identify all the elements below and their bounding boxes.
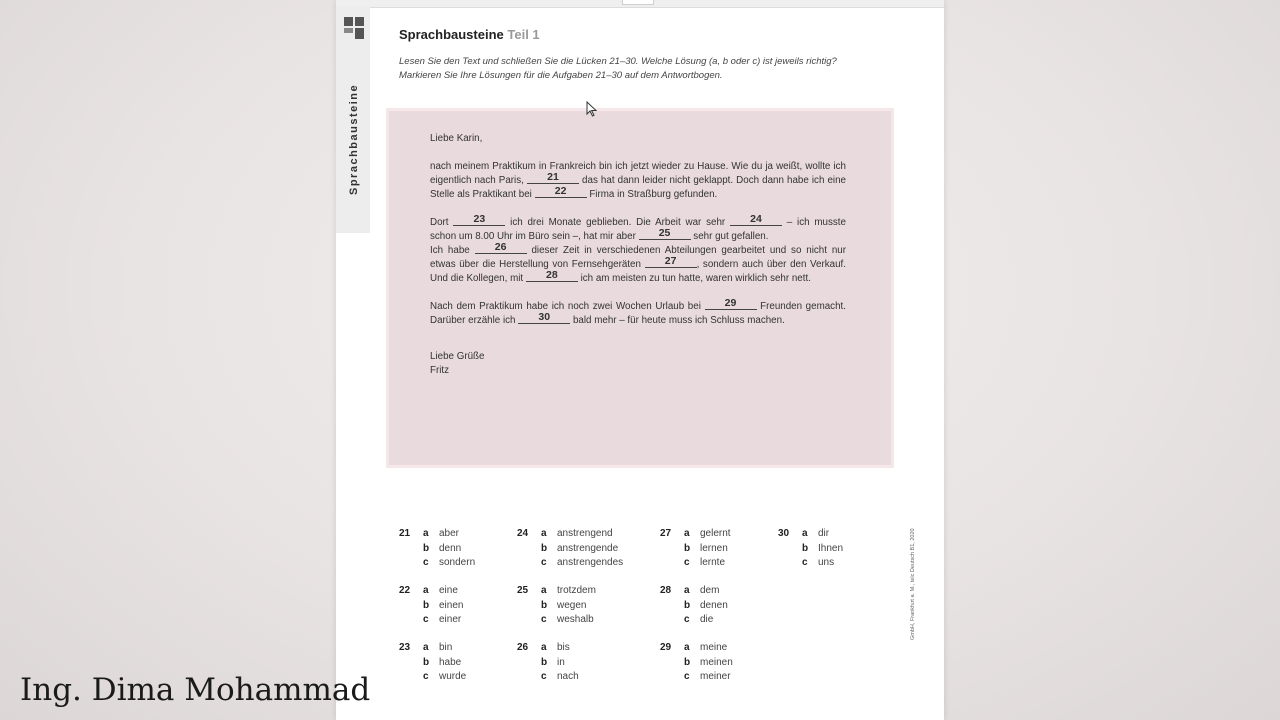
text-segment: Dort [430, 217, 449, 228]
answer-option[interactable] [778, 557, 908, 572]
document-page [336, 0, 944, 720]
answer-option[interactable] [399, 585, 529, 600]
question-number: 26 [517, 642, 529, 653]
option-text: wegen [557, 599, 587, 611]
option-letter: b [684, 656, 691, 668]
side-label: Sprachbausteine [348, 83, 360, 195]
answer-option[interactable] [399, 600, 529, 615]
option-text: einen [439, 599, 464, 611]
answer-option[interactable] [660, 642, 790, 657]
answer-option[interactable] [660, 585, 790, 600]
answer-option[interactable] [778, 528, 908, 543]
answer-option[interactable] [517, 600, 647, 615]
answer-option[interactable] [660, 557, 790, 572]
text-segment: ich drei Monate geblieben. Die Arbeit war sehr [510, 217, 726, 228]
answer-option[interactable] [399, 543, 529, 558]
option-letter: c [423, 614, 429, 625]
question-number: 30 [778, 528, 790, 539]
letter-paragraph-2 [430, 213, 846, 286]
instructions [399, 55, 889, 83]
option-letter: b [423, 656, 430, 668]
option-text: denen [700, 599, 728, 611]
text-segment: dieser Zeit in verschiedenen Abteilungen gearbeitet und so nicht nur etwas über die Herstellung von Fernsehgeräten [430, 245, 846, 270]
option-letter: a [423, 642, 429, 653]
letter-name: Fritz [430, 365, 450, 376]
text-segment: das hat dann leider nicht geklappt. Doch dann habe ich eine Stelle als Praktikant bei [430, 175, 847, 200]
option-letter: a [684, 642, 690, 653]
question-number: 23 [399, 642, 411, 653]
text-segment: – ich musste schon um 8.00 Uhr im Büro sein –, hat mir aber [430, 217, 846, 242]
watermark-author: Ing. Dima Mohammad [20, 672, 371, 708]
answer-group-28 [660, 585, 790, 629]
answer-option[interactable] [399, 528, 529, 543]
question-number: 21 [399, 528, 411, 539]
option-text: einer [439, 614, 462, 625]
option-text: gelernt [700, 528, 731, 539]
gap-23: 23 [453, 214, 505, 226]
answer-option[interactable] [660, 600, 790, 615]
option-text: anstrengend [557, 528, 613, 539]
copyright-note: GmbH, Frankfurt a. M., telc Deutsch B1, 2020 [910, 528, 916, 640]
answer-group-26 [517, 642, 647, 686]
letter-signature [430, 350, 846, 378]
grid-logo-icon [344, 17, 364, 39]
option-text: wurde [439, 671, 467, 682]
option-text: habe [439, 656, 462, 668]
option-letter: a [684, 585, 690, 596]
text-segment: Nach dem Praktikum habe ich noch zwei Wochen Urlaub bei [430, 301, 701, 312]
option-text: weshalb [557, 614, 594, 625]
gap-25: 25 [639, 228, 691, 240]
option-text: uns [818, 557, 835, 568]
page-title [399, 27, 540, 42]
option-text: nach [557, 671, 579, 682]
letter-greeting: Liebe Karin, [430, 133, 483, 144]
letter-paragraph-3 [430, 297, 846, 328]
question-number: 29 [660, 642, 672, 653]
letter-box [386, 108, 894, 468]
option-text: bin [439, 642, 453, 653]
title-sub: Teil 1 [507, 27, 540, 42]
answer-group-30 [778, 528, 908, 572]
option-letter: c [423, 557, 429, 568]
option-letter: c [541, 557, 547, 568]
option-text: trotzdem [557, 585, 596, 596]
option-letter: b [423, 542, 430, 554]
option-text: anstrengendes [557, 557, 624, 568]
gap-24: 24 [730, 214, 782, 226]
option-letter: a [423, 585, 429, 596]
option-letter: b [684, 599, 691, 611]
answer-option[interactable] [517, 657, 647, 672]
answer-option[interactable] [517, 543, 647, 558]
option-letter: a [541, 642, 547, 653]
answer-option[interactable] [517, 642, 647, 657]
option-text: bis [557, 642, 570, 653]
option-letter: b [541, 542, 548, 554]
answer-option[interactable] [778, 543, 908, 558]
answer-option[interactable] [660, 528, 790, 543]
scroll-handle[interactable] [622, 0, 654, 5]
answer-option[interactable] [660, 657, 790, 672]
answer-option[interactable] [399, 614, 529, 629]
viewer-top-bar [336, 0, 944, 8]
option-letter: b [423, 599, 430, 611]
option-letter: a [541, 528, 547, 539]
text-segment: Freunden gemacht. Darüber erzähle ich [430, 301, 846, 326]
answer-group-23 [399, 642, 529, 686]
question-number: 27 [660, 528, 672, 539]
option-letter: c [541, 671, 547, 682]
answer-group-25 [517, 585, 647, 629]
option-text: lernte [700, 557, 726, 568]
text-segment: sehr gut gefallen. [693, 231, 769, 242]
answer-option[interactable] [517, 557, 647, 572]
instructions-line-1: Lesen Sie den Text und schließen Sie die Lücken 21–30. Welche Lösung (a, b oder c) ist jeweils richtig? [399, 56, 837, 67]
question-number: 25 [517, 585, 529, 596]
answer-option[interactable] [517, 671, 647, 686]
answer-option[interactable] [399, 557, 529, 572]
text-segment: nach meinem Praktikum in Frankreich bin ich jetzt wieder zu Hause. Wie du ja weißt, wollte ich eigentlich nach Paris, [430, 161, 846, 186]
answer-option[interactable] [399, 642, 529, 657]
question-number: 28 [660, 585, 672, 596]
section-side-tab [336, 7, 370, 233]
letter-text [430, 132, 846, 378]
option-letter: b [541, 656, 548, 668]
option-text: lernen [700, 542, 728, 554]
answer-option[interactable] [660, 614, 790, 629]
question-number: 22 [399, 585, 411, 596]
option-letter: c [541, 614, 547, 625]
question-number: 24 [517, 528, 529, 539]
gap-22: 22 [535, 186, 587, 198]
answer-option[interactable] [517, 614, 647, 629]
answer-option[interactable] [517, 528, 647, 543]
option-text: dem [700, 585, 720, 596]
option-text: sondern [439, 557, 476, 568]
option-text: die [700, 614, 714, 625]
answer-group-27 [660, 528, 790, 572]
option-letter: b [802, 542, 809, 554]
option-letter: a [684, 528, 690, 539]
option-text: denn [439, 542, 462, 554]
option-letter: c [684, 614, 690, 625]
option-text: anstrengende [557, 542, 619, 554]
text-segment: bald mehr – für heute muss ich Schluss machen. [572, 315, 785, 326]
gap-27: 27 [645, 256, 697, 268]
gap-26: 26 [475, 242, 527, 254]
option-text: eine [439, 585, 458, 596]
answer-group-24 [517, 528, 647, 572]
text-segment: ich am meisten zu tun hatte, waren wirklich sehr nett. [580, 273, 811, 284]
gap-28: 28 [526, 270, 578, 282]
instructions-line-2: Markieren Sie Ihre Lösungen für die Aufgaben 21–30 auf dem Antwortbogen. [399, 70, 723, 81]
option-letter: b [684, 542, 691, 554]
answer-options [399, 528, 899, 698]
answer-group-21 [399, 528, 529, 572]
option-letter: c [684, 671, 690, 682]
gap-21: 21 [527, 172, 579, 184]
answer-group-22 [399, 585, 529, 629]
answer-option[interactable] [517, 585, 647, 600]
option-letter: c [802, 557, 808, 568]
answer-option[interactable] [399, 671, 529, 686]
text-segment: Firma in Straßburg gefunden. [589, 189, 718, 200]
title-main: Sprachbausteine [399, 27, 504, 42]
option-text: meine [700, 642, 728, 653]
answer-option[interactable] [399, 657, 529, 672]
letter-closing: Liebe Grüße [430, 351, 485, 362]
option-letter: c [423, 671, 429, 682]
text-segment: , sondern auch über den Verkauf. Und die Kollegen, mit [430, 259, 846, 284]
letter-paragraph-1 [430, 160, 846, 202]
text-segment: Ich habe [430, 245, 470, 256]
option-text: Ihnen [818, 542, 844, 554]
option-letter: c [684, 557, 690, 568]
option-text: dir [818, 528, 830, 539]
answer-option[interactable] [660, 671, 790, 686]
option-text: aber [439, 528, 460, 539]
option-text: meinen [700, 656, 733, 668]
option-letter: b [541, 599, 548, 611]
option-text: meiner [700, 671, 731, 682]
mouse-cursor-icon [586, 101, 598, 117]
option-text: in [557, 656, 565, 668]
option-letter: a [541, 585, 547, 596]
option-letter: a [802, 528, 808, 539]
option-letter: a [423, 528, 429, 539]
answer-option[interactable] [660, 543, 790, 558]
answer-group-29 [660, 642, 790, 686]
gap-30: 30 [518, 312, 570, 324]
gap-29: 29 [705, 298, 757, 310]
